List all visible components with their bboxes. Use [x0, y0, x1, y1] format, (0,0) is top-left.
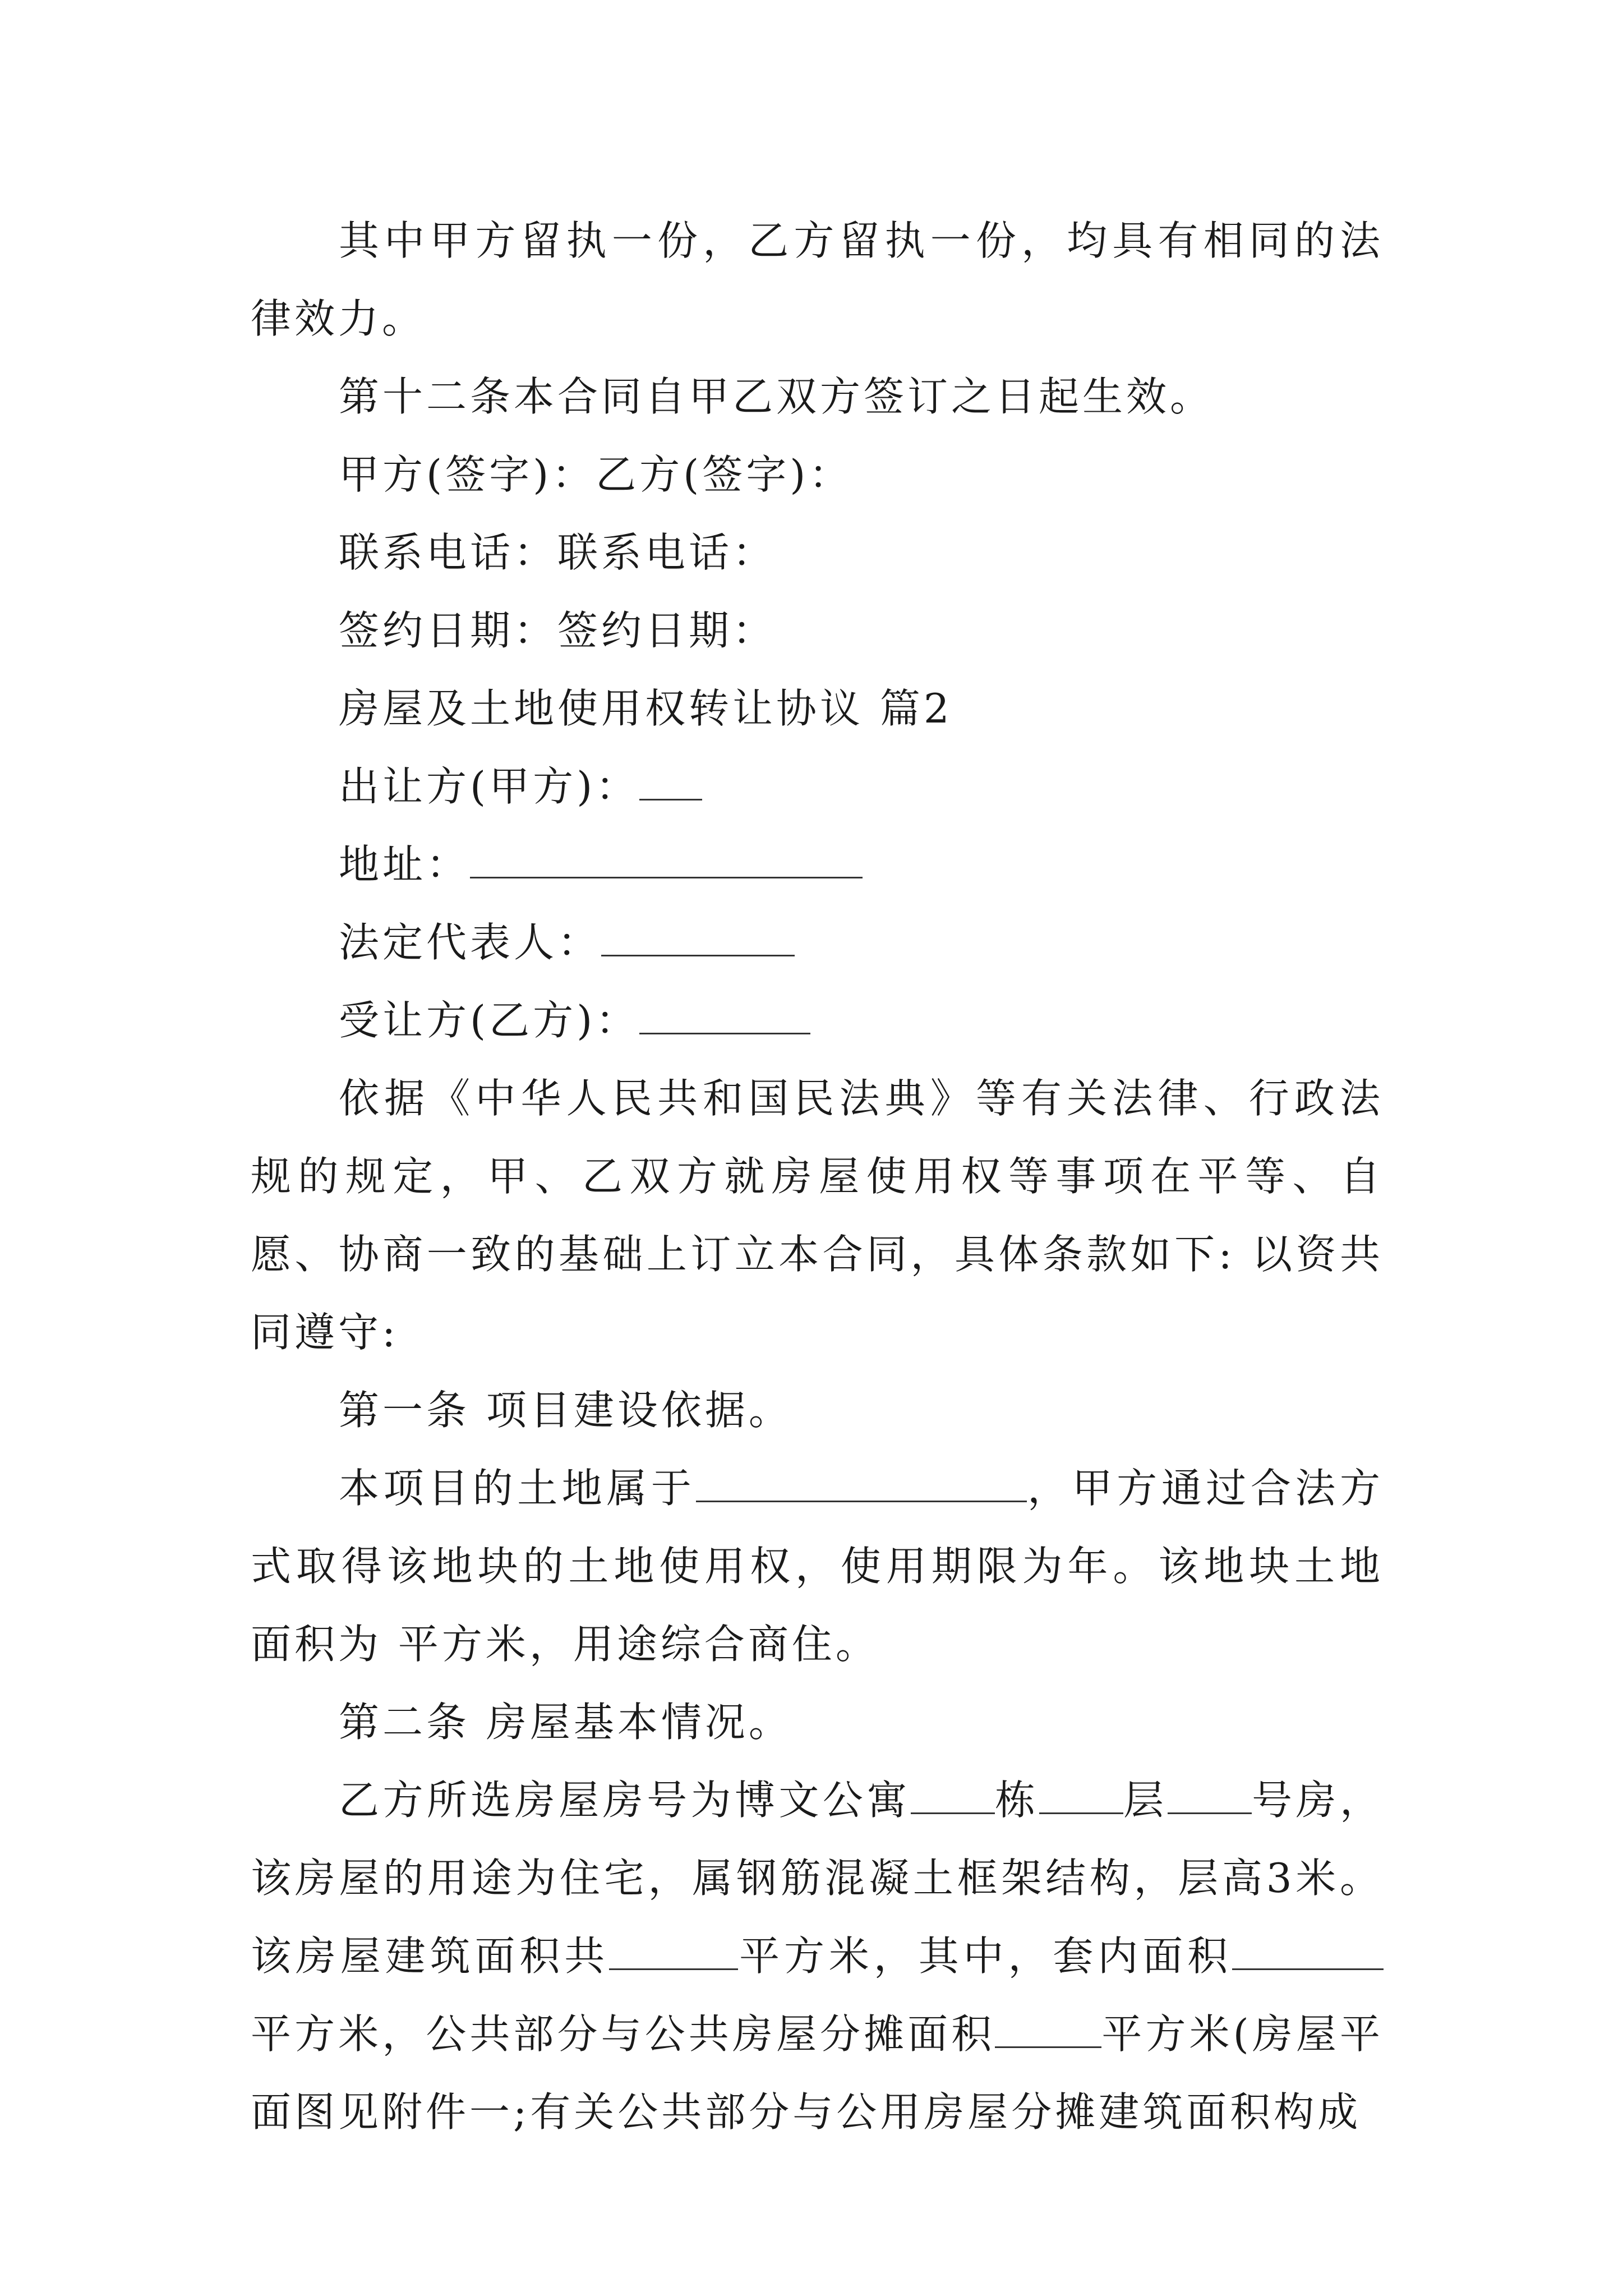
signature-line: 甲方(签字)：乙方(签字)：	[339, 451, 853, 498]
building-area-blank	[609, 1937, 738, 1970]
address-blank	[470, 845, 863, 878]
land-text-prefix: 本项目的土地属于	[339, 1465, 696, 1512]
transferee-label: 受让方(乙方)：	[339, 997, 640, 1044]
house-text-5: 平方米，其中，套内面积	[738, 1932, 1232, 1980]
legal-rep-label: 法定代表人：	[339, 919, 602, 966]
address-line	[251, 826, 1384, 904]
address-label: 地址：	[339, 841, 471, 888]
legal-rep-line	[251, 904, 1384, 982]
transferor-blank	[639, 767, 702, 800]
paragraph-copies-validity	[251, 202, 1384, 358]
article-12: 第十二条本合同自甲乙双方签订之日起生效。	[339, 373, 1214, 420]
house-text-3: 层	[1123, 1777, 1168, 1824]
house-text-4: 号房，该房屋的用途为住宅，属钢筋混凝土框架结构，层高3米。该房屋建筑面积共	[251, 1777, 1384, 1980]
legal-rep-blank	[601, 923, 795, 956]
house-text-6: 平方米，公共部分与公共房屋分摊面积	[251, 2010, 995, 2058]
inner-area-blank	[1232, 1937, 1384, 1970]
house-text-2: 栋	[994, 1777, 1039, 1824]
transferor-line	[251, 748, 1384, 826]
phone-line: 联系电话：联系电话：	[339, 529, 777, 576]
article-2-title: 第二条 房屋基本情况。	[339, 1699, 792, 1746]
house-text-7: 平方米(房屋平面图见附件一;有关公共部分与公用房屋分摊建筑面积构成	[251, 2010, 1384, 2136]
floor-blank	[1039, 1781, 1123, 1814]
transferor-label: 出让方(甲方)：	[339, 763, 640, 810]
land-text-suffix: ，甲方通过合法方式取得该地块的土地使用权，使用期限为年。该地块土地面积为 平方米，用途综合商住。	[251, 1465, 1384, 1668]
copies-text: 其中甲方留执一份，乙方留执一份，均具有相同的法律	[251, 217, 1384, 342]
room-blank	[1168, 1781, 1252, 1814]
paragraph-house	[251, 1761, 1384, 2151]
sign-date-line: 签约日期：签约日期：	[339, 607, 777, 654]
validity-text: 效力。	[294, 295, 426, 342]
house-text-1: 乙方所选房屋房号为博文公寓	[339, 1777, 911, 1824]
paragraph-land	[251, 1450, 1384, 1683]
shared-area-blank	[995, 2015, 1101, 2048]
section-title: 房屋及土地使用权转让协议 篇2	[339, 685, 953, 732]
article-1-title: 第一条 项目建设依据。	[339, 1387, 792, 1434]
transferee-blank	[639, 1001, 810, 1034]
building-blank	[911, 1781, 995, 1814]
land-ownership-blank	[696, 1469, 1027, 1502]
paragraph-legal-basis: 依据《中华人民共和国民法典》等有关法律、行政法规的规定，甲、乙双方就房屋使用权等事项在平等、自愿、协商一致的基础上订立本合同，具体条款如下: 以资共同遵守:	[251, 1075, 1384, 1356]
transferee-line	[251, 982, 1384, 1060]
document-body	[251, 202, 1384, 2151]
